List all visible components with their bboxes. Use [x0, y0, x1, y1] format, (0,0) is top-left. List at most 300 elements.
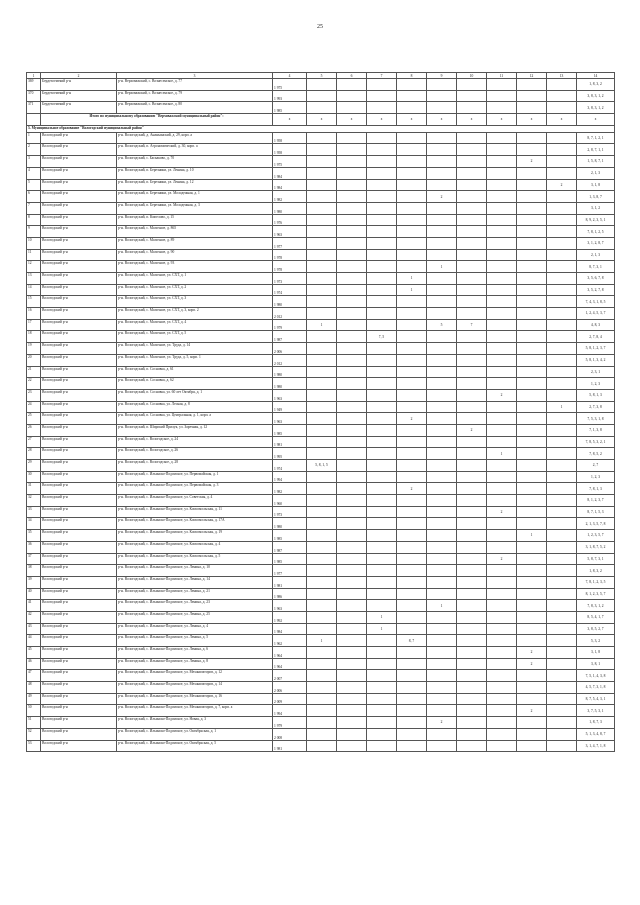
value-col-13	[547, 670, 577, 682]
value-col-6	[337, 553, 367, 565]
work-codes: 1, 8, 3, 2	[577, 79, 615, 91]
value-col-9	[427, 647, 457, 659]
header-cell-12: 12	[517, 73, 547, 79]
address: р-н. Вологодский, с. Ильинско-Подомское, ул. Советская, д. 4	[117, 495, 273, 507]
build-year: 1 973	[273, 506, 307, 518]
district-name: Бердезоемекий р-н	[41, 79, 117, 91]
table-row	[27, 518, 615, 530]
value-col-9	[427, 518, 457, 530]
value-col-12: 2	[517, 647, 547, 659]
value-col-12	[517, 565, 547, 577]
value-col-10	[457, 670, 487, 682]
row-number: 5	[27, 179, 41, 191]
address: р-н. Вологодский, с. Ильинско-Подомское, ул. Первомайская, д. 1	[117, 471, 273, 483]
district-name: Вологодский р-н	[41, 530, 117, 542]
value-col-11	[487, 378, 517, 390]
value-col-7: 1	[367, 611, 397, 623]
value-col-8	[397, 424, 427, 436]
value-col-13	[547, 576, 577, 588]
value-col-11	[487, 167, 517, 179]
value-col-5	[307, 623, 337, 635]
value-col-5	[307, 261, 337, 273]
table-row	[27, 600, 615, 612]
table-row	[27, 319, 615, 331]
value-col-6	[337, 728, 367, 740]
value-col-10	[457, 214, 487, 226]
table-row	[27, 226, 615, 238]
work-codes: 3, 1, 4, 7, 1, 8	[577, 740, 615, 752]
address: р-н. Вологодский, с. Молочное, д. 90	[117, 249, 273, 261]
table-row	[27, 728, 615, 740]
value-col-6	[337, 600, 367, 612]
address: р-н. Вологодский, с. Ильинско-Подомское, ул. Ленина, д. 14	[117, 576, 273, 588]
value-col-10	[457, 541, 487, 553]
value-col-7	[367, 448, 397, 460]
row-number: 370	[27, 90, 41, 102]
value-col-7	[367, 237, 397, 249]
value-col-12	[517, 424, 547, 436]
district-name: Вологодский р-н	[41, 202, 117, 214]
value-col-10	[457, 647, 487, 659]
value-col-11	[487, 79, 517, 91]
value-col-8	[397, 261, 427, 273]
district-name: Вологодский р-н	[41, 156, 117, 168]
row-number: 15	[27, 296, 41, 308]
value-col-6	[337, 424, 367, 436]
value-col-6	[337, 530, 367, 542]
build-year: 1 987	[273, 541, 307, 553]
value-col-6	[337, 226, 367, 238]
value-col-12	[517, 261, 547, 273]
value-col-13	[547, 495, 577, 507]
work-codes: 1, 2, 3	[577, 378, 615, 390]
work-codes: 3, 1, 2	[577, 202, 615, 214]
value-col-12	[517, 483, 547, 495]
value-col-5	[307, 167, 337, 179]
row-number: 49	[27, 693, 41, 705]
build-year: 1 979	[273, 319, 307, 331]
value-col-9	[427, 156, 457, 168]
address: р-н. Вологодский, п. Березники, ул. Молодежная, д. 3	[117, 202, 273, 214]
table-row	[27, 343, 615, 355]
value-col-7	[367, 740, 397, 752]
table-row	[27, 658, 615, 670]
total-cell-12: х	[517, 114, 547, 126]
value-col-7	[367, 728, 397, 740]
value-col-11	[487, 179, 517, 191]
district-name: Вологодский р-н	[41, 191, 117, 203]
value-col-11	[487, 296, 517, 308]
value-col-11	[487, 214, 517, 226]
work-codes: 3, 8, 5, 2, 7	[577, 623, 615, 635]
address: р-н. Вологодский, с. Ильинско-Подомское, ул. Комсомольская, д. 17А	[117, 518, 273, 530]
build-year: 2 009	[273, 693, 307, 705]
address: р-н. Вологодский, с. Молочное, ул. СХТ, д. 3	[117, 296, 273, 308]
value-col-7	[367, 273, 397, 285]
value-col-5	[307, 518, 337, 530]
value-col-10	[457, 156, 487, 168]
value-col-8	[397, 343, 427, 355]
value-col-6	[337, 436, 367, 448]
value-col-7	[367, 471, 397, 483]
value-col-5	[307, 366, 337, 378]
value-col-11	[487, 156, 517, 168]
value-col-11	[487, 401, 517, 413]
value-col-13	[547, 296, 577, 308]
work-codes: 8, 7, 3, 1	[577, 261, 615, 273]
value-col-10	[457, 588, 487, 600]
header-cell-4: 4	[273, 73, 307, 79]
value-col-7	[367, 635, 397, 647]
value-col-8	[397, 90, 427, 102]
header-cell-11: 11	[487, 73, 517, 79]
value-col-7	[367, 261, 397, 273]
value-col-10	[457, 506, 487, 518]
address: р-н. Вологодский, с. Вологодское, д. 26	[117, 448, 273, 460]
value-col-12	[517, 284, 547, 296]
district-name: Вологодский р-н	[41, 448, 117, 460]
address: р-н. Вологодский, с. Ильинско-Подомское, ул. Механизаторов, д. 7, корп. а	[117, 705, 273, 717]
table-row	[27, 214, 615, 226]
value-col-13	[547, 682, 577, 694]
district-name: Вологодский р-н	[41, 670, 117, 682]
value-col-9	[427, 448, 457, 460]
value-col-11	[487, 413, 517, 425]
district-name: Вологодский р-н	[41, 343, 117, 355]
value-col-7: 7, 5	[367, 331, 397, 343]
row-number: 21	[27, 366, 41, 378]
work-codes: 1, 2, 4, 5, 3, 7	[577, 308, 615, 320]
work-codes: 5, 8, 7, 3, 1	[577, 553, 615, 565]
address: р-н. Вологодский, с. Молочное, ул. СХТ, д. 5	[117, 331, 273, 343]
build-year: 1 976	[273, 214, 307, 226]
value-col-6	[337, 611, 367, 623]
district-name: Вологодский р-н	[41, 611, 117, 623]
work-codes: 8, 7, 1, 5, 3	[577, 506, 615, 518]
value-col-8	[397, 471, 427, 483]
value-col-11	[487, 565, 517, 577]
work-codes: 2, 7, 8, 4	[577, 331, 615, 343]
value-col-12	[517, 541, 547, 553]
value-col-13	[547, 565, 577, 577]
value-col-8	[397, 588, 427, 600]
value-col-9	[427, 541, 457, 553]
value-col-6	[337, 202, 367, 214]
row-number: 1	[27, 132, 41, 144]
value-col-9	[427, 90, 457, 102]
address: р-н. Вологодский, с. Молочное, д. 865	[117, 226, 273, 238]
row-number: 34	[27, 518, 41, 530]
value-col-9	[427, 226, 457, 238]
table-row	[27, 366, 615, 378]
table-row	[27, 717, 615, 729]
address: р-н. Верховажский, с. Вознесенское, д. 79	[117, 90, 273, 102]
value-col-5	[307, 436, 337, 448]
value-col-13	[547, 483, 577, 495]
value-col-9	[427, 284, 457, 296]
address: р-н. Вологодский, с. Молочное, ул. Труда, д. 14	[117, 343, 273, 355]
value-col-12	[517, 553, 547, 565]
value-col-13	[547, 424, 577, 436]
table-body	[27, 73, 615, 752]
value-col-8	[397, 717, 427, 729]
value-col-7	[367, 705, 397, 717]
value-col-6	[337, 401, 367, 413]
value-col-12	[517, 331, 547, 343]
value-col-9	[427, 296, 457, 308]
value-col-11	[487, 144, 517, 156]
value-col-13	[547, 693, 577, 705]
value-col-6	[337, 331, 367, 343]
work-codes: 5, 8, 1, 3	[577, 389, 615, 401]
value-col-5	[307, 102, 337, 114]
value-col-10	[457, 249, 487, 261]
value-col-8	[397, 600, 427, 612]
address: р-н. Вологодский, с. Молочное, ул. Труда, д. 5, корп. 1	[117, 354, 273, 366]
value-col-8	[397, 296, 427, 308]
value-col-12	[517, 132, 547, 144]
header-cell-10: 10	[457, 73, 487, 79]
value-col-12	[517, 389, 547, 401]
value-col-10	[457, 354, 487, 366]
district-name: Вологодский р-н	[41, 284, 117, 296]
table-row	[27, 530, 615, 542]
work-codes: 7, 8, 5, 3, 2, 1	[577, 436, 615, 448]
value-col-10	[457, 261, 487, 273]
value-col-13: 2	[547, 179, 577, 191]
value-col-10	[457, 284, 487, 296]
work-codes: 7, 5, 3, 1, 8	[577, 413, 615, 425]
table-row	[27, 156, 615, 168]
value-col-7	[367, 424, 397, 436]
table-row	[27, 611, 615, 623]
table-row	[27, 308, 615, 320]
table-row	[27, 90, 615, 102]
value-col-6	[337, 156, 367, 168]
address: р-н. Вологодский, п. Сосновка, д. 62	[117, 378, 273, 390]
value-col-9	[427, 576, 457, 588]
value-col-9	[427, 705, 457, 717]
value-col-7	[367, 413, 397, 425]
value-col-13	[547, 273, 577, 285]
value-col-10	[457, 448, 487, 460]
value-col-12	[517, 343, 547, 355]
value-col-8	[397, 682, 427, 694]
value-col-9	[427, 132, 457, 144]
build-year: 1 981	[273, 576, 307, 588]
value-col-7	[367, 436, 397, 448]
value-col-12	[517, 448, 547, 460]
value-col-6	[337, 623, 367, 635]
table-row	[27, 273, 615, 285]
value-col-6	[337, 354, 367, 366]
row-number: 35	[27, 530, 41, 542]
value-col-7	[367, 670, 397, 682]
value-col-13	[547, 518, 577, 530]
work-codes: 8, 1, 2, 3, 7	[577, 495, 615, 507]
value-col-10	[457, 611, 487, 623]
value-col-8: 1	[397, 284, 427, 296]
work-codes: 1, 8, 7, 3	[577, 717, 615, 729]
value-col-10	[457, 635, 487, 647]
work-codes: 8, 9, 2, 3, 5, 1	[577, 214, 615, 226]
value-col-13	[547, 378, 577, 390]
value-col-7	[367, 541, 397, 553]
value-col-8: 1	[397, 273, 427, 285]
value-col-10	[457, 237, 487, 249]
table-row	[27, 237, 615, 249]
work-codes: 7, 8, 5, 2	[577, 448, 615, 460]
header-cell-13: 13	[547, 73, 577, 79]
value-col-13	[547, 728, 577, 740]
work-codes: 4, 8, 3	[577, 319, 615, 331]
value-col-5	[307, 576, 337, 588]
value-col-5	[307, 553, 337, 565]
row-number: 27	[27, 436, 41, 448]
value-col-13	[547, 354, 577, 366]
value-col-11	[487, 331, 517, 343]
work-codes: 5, 3, 2	[577, 635, 615, 647]
value-col-6	[337, 635, 367, 647]
value-col-13	[547, 284, 577, 296]
value-col-5	[307, 296, 337, 308]
section-title: 5. Муниципальное образование "Вологодский муниципальный район"	[27, 125, 615, 132]
value-col-12	[517, 378, 547, 390]
value-col-13	[547, 366, 577, 378]
address: р-н. Верховажский, с. Вознесенское, д. 80	[117, 102, 273, 114]
value-col-7	[367, 144, 397, 156]
row-number: 10	[27, 237, 41, 249]
value-col-5	[307, 565, 337, 577]
value-col-13	[547, 191, 577, 203]
table-row	[27, 202, 615, 214]
work-codes: 3, 1, 8	[577, 647, 615, 659]
address: р-н. Вологодский, д. Ананьинский, д. 29, корп. а	[117, 132, 273, 144]
value-col-10	[457, 576, 487, 588]
total-cell-9: х	[427, 114, 457, 126]
work-codes: 8, 5, 4, 1, 7	[577, 611, 615, 623]
value-col-7	[367, 319, 397, 331]
value-col-6	[337, 132, 367, 144]
row-number: 28	[27, 448, 41, 460]
value-col-11	[487, 530, 517, 542]
work-codes: 1, 8, 3, 2	[577, 565, 615, 577]
value-col-6	[337, 167, 367, 179]
value-col-6	[337, 261, 367, 273]
row-number: 29	[27, 460, 41, 472]
build-year: 1 980	[273, 378, 307, 390]
value-col-11	[487, 623, 517, 635]
value-col-9	[427, 483, 457, 495]
value-col-6	[337, 79, 367, 91]
value-col-13	[547, 237, 577, 249]
build-year: 1 964	[273, 658, 307, 670]
value-col-12: 2	[517, 156, 547, 168]
value-col-10	[457, 413, 487, 425]
build-year: 1 979	[273, 717, 307, 729]
value-col-8	[397, 144, 427, 156]
build-year: 1 977	[273, 237, 307, 249]
value-col-13	[547, 144, 577, 156]
address: р-н. Вологодский, с. Ильинско-Подомское, ул. Механизаторов, д. 16	[117, 693, 273, 705]
value-col-8	[397, 354, 427, 366]
build-year: 1 993	[273, 90, 307, 102]
value-col-12	[517, 413, 547, 425]
value-col-8: 8, 7	[397, 635, 427, 647]
table-row	[27, 682, 615, 694]
value-col-8	[397, 167, 427, 179]
row-number: 24	[27, 401, 41, 413]
value-col-5: 1	[307, 635, 337, 647]
value-col-5	[307, 647, 337, 659]
value-col-5	[307, 495, 337, 507]
value-col-6	[337, 682, 367, 694]
value-col-12	[517, 693, 547, 705]
row-number: 11	[27, 249, 41, 261]
value-col-9	[427, 424, 457, 436]
value-col-9	[427, 343, 457, 355]
table-row	[27, 495, 615, 507]
value-col-8	[397, 705, 427, 717]
value-col-9	[427, 354, 457, 366]
value-col-12	[517, 495, 547, 507]
value-col-5	[307, 693, 337, 705]
header-cell-7: 7	[367, 73, 397, 79]
district-name: Вологодский р-н	[41, 483, 117, 495]
value-col-5	[307, 530, 337, 542]
district-name: Вологодский р-н	[41, 366, 117, 378]
value-col-7	[367, 167, 397, 179]
value-col-6	[337, 740, 367, 752]
address: р-н. Вологодский, с. Ильинско-Подомское, ул. Новая, д. 3	[117, 717, 273, 729]
build-year: 1 963	[273, 413, 307, 425]
address: р-н. Вологодский, с. Молочное, ул. СХТ, д. 1	[117, 273, 273, 285]
value-col-7	[367, 191, 397, 203]
value-col-12	[517, 576, 547, 588]
value-col-12	[517, 623, 547, 635]
value-col-13	[547, 600, 577, 612]
value-col-8	[397, 202, 427, 214]
value-col-13	[547, 343, 577, 355]
row-number: 22	[27, 378, 41, 390]
value-col-8	[397, 670, 427, 682]
value-col-5	[307, 132, 337, 144]
value-col-6	[337, 460, 367, 472]
value-col-10	[457, 658, 487, 670]
value-col-10	[457, 740, 487, 752]
district-name: Вологодский р-н	[41, 705, 117, 717]
value-col-13	[547, 623, 577, 635]
value-col-13	[547, 647, 577, 659]
header-cell-3: 3	[117, 73, 273, 79]
district-name: Вологодский р-н	[41, 436, 117, 448]
work-codes: 2, 7	[577, 460, 615, 472]
value-col-10	[457, 343, 487, 355]
table-row	[27, 389, 615, 401]
value-col-13	[547, 261, 577, 273]
value-col-8	[397, 460, 427, 472]
value-col-12	[517, 670, 547, 682]
value-col-6	[337, 541, 367, 553]
value-col-10	[457, 144, 487, 156]
value-col-9	[427, 249, 457, 261]
district-name: Вологодский р-н	[41, 273, 117, 285]
table-row	[27, 436, 615, 448]
value-col-11: 2	[487, 389, 517, 401]
value-col-5	[307, 273, 337, 285]
work-codes: 7, 8, 1, 2, 3, 5	[577, 576, 615, 588]
value-col-8	[397, 506, 427, 518]
